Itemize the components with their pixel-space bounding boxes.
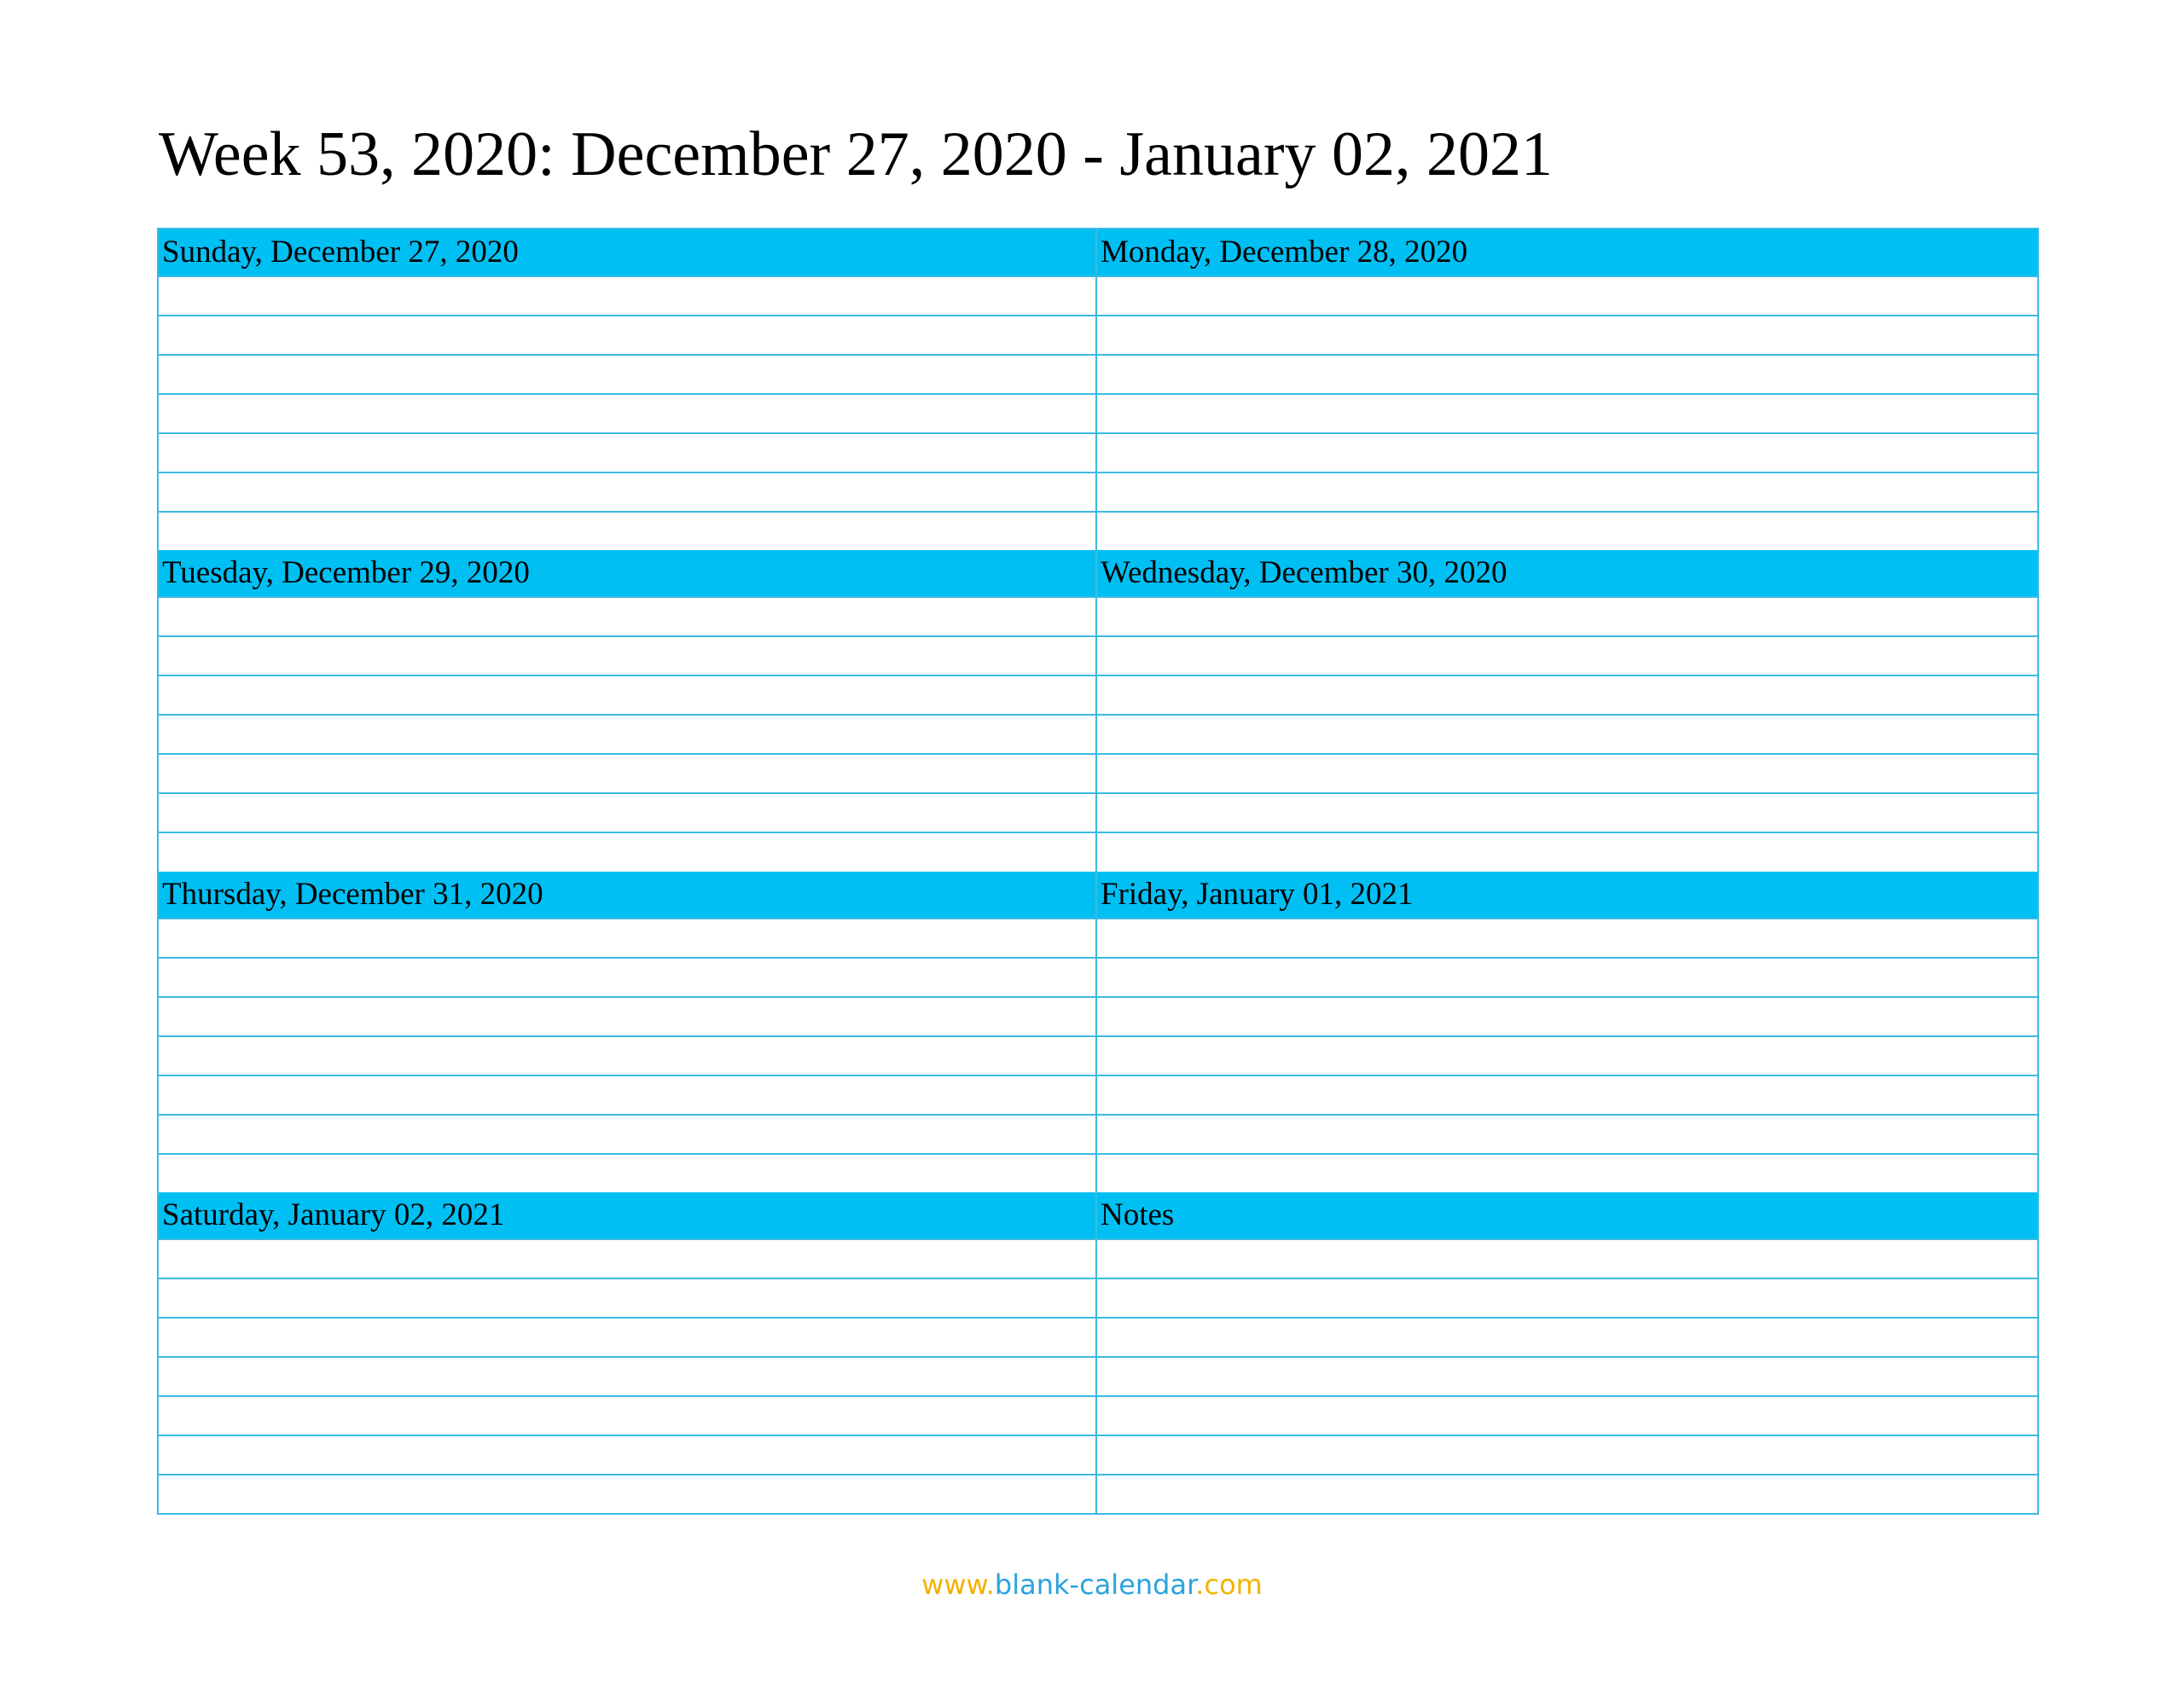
writing-line[interactable] bbox=[159, 635, 1095, 675]
site-footer-link[interactable] bbox=[0, 1568, 2184, 1602]
day-block-sunday bbox=[159, 229, 1097, 550]
week-planner-grid bbox=[157, 228, 2039, 1515]
writing-line[interactable] bbox=[1097, 275, 2037, 315]
day-block-thursday bbox=[159, 872, 1097, 1192]
writing-line[interactable] bbox=[159, 472, 1095, 511]
writing-line[interactable] bbox=[159, 1075, 1095, 1114]
writing-line[interactable] bbox=[159, 1238, 1095, 1278]
writing-line[interactable] bbox=[159, 432, 1095, 472]
writing-line[interactable] bbox=[159, 596, 1095, 635]
writing-line[interactable] bbox=[1097, 1075, 2037, 1114]
day-header-monday: Monday, December 28, 2020 bbox=[1097, 229, 2037, 275]
writing-line[interactable] bbox=[1097, 315, 2037, 354]
writing-line[interactable] bbox=[1097, 354, 2037, 393]
notes-block bbox=[1097, 1192, 2037, 1513]
writing-line[interactable] bbox=[159, 511, 1095, 550]
writing-line[interactable] bbox=[1097, 714, 2037, 753]
writing-line[interactable] bbox=[1097, 1278, 2037, 1317]
writing-line[interactable] bbox=[159, 1153, 1095, 1192]
writing-line[interactable] bbox=[1097, 393, 2037, 432]
notes-header: Notes bbox=[1097, 1192, 2037, 1238]
writing-line[interactable] bbox=[159, 1474, 1095, 1513]
writing-line[interactable] bbox=[1097, 918, 2037, 957]
writing-line[interactable] bbox=[1097, 996, 2037, 1035]
writing-line[interactable] bbox=[159, 275, 1095, 315]
writing-line[interactable] bbox=[1097, 1035, 2037, 1075]
writing-line[interactable] bbox=[1097, 596, 2037, 635]
writing-line[interactable] bbox=[1097, 1435, 2037, 1474]
writing-line[interactable] bbox=[1097, 1474, 2037, 1513]
writing-line[interactable] bbox=[1097, 511, 2037, 550]
writing-line[interactable] bbox=[159, 1435, 1095, 1474]
writing-line[interactable] bbox=[159, 315, 1095, 354]
writing-line[interactable] bbox=[159, 1356, 1095, 1395]
writing-line[interactable] bbox=[1097, 1238, 2037, 1278]
day-header-sunday: Sunday, December 27, 2020 bbox=[159, 229, 1095, 275]
writing-line[interactable] bbox=[1097, 1153, 2037, 1192]
writing-line[interactable] bbox=[159, 1278, 1095, 1317]
writing-line[interactable] bbox=[159, 792, 1095, 832]
writing-line[interactable] bbox=[159, 832, 1095, 871]
day-block-monday bbox=[1097, 229, 2037, 550]
writing-line[interactable] bbox=[159, 1114, 1095, 1153]
writing-line[interactable] bbox=[159, 918, 1095, 957]
writing-line[interactable] bbox=[1097, 432, 2037, 472]
day-block-saturday bbox=[159, 1192, 1097, 1513]
day-block-friday bbox=[1097, 872, 2037, 1192]
writing-line[interactable] bbox=[1097, 1317, 2037, 1356]
writing-line[interactable] bbox=[1097, 675, 2037, 714]
day-block-wednesday bbox=[1097, 550, 2037, 871]
page-title: Week 53, 2020: December 27, 2020 - January 02, 2021 bbox=[159, 119, 1553, 189]
day-header-friday: Friday, January 01, 2021 bbox=[1097, 872, 2037, 918]
day-header-saturday: Saturday, January 02, 2021 bbox=[159, 1192, 1095, 1238]
footer-prefix: www. bbox=[921, 1568, 995, 1601]
writing-line[interactable] bbox=[1097, 957, 2037, 996]
writing-line[interactable] bbox=[159, 354, 1095, 393]
writing-line[interactable] bbox=[1097, 1114, 2037, 1153]
writing-line[interactable] bbox=[1097, 832, 2037, 871]
writing-line[interactable] bbox=[159, 957, 1095, 996]
writing-line[interactable] bbox=[159, 714, 1095, 753]
footer-domain: blank-calendar bbox=[994, 1568, 1196, 1601]
day-header-wednesday: Wednesday, December 30, 2020 bbox=[1097, 550, 2037, 596]
writing-line[interactable] bbox=[159, 996, 1095, 1035]
writing-line[interactable] bbox=[1097, 472, 2037, 511]
writing-line[interactable] bbox=[159, 753, 1095, 792]
writing-line[interactable] bbox=[159, 1317, 1095, 1356]
day-header-tuesday: Tuesday, December 29, 2020 bbox=[159, 550, 1095, 596]
writing-line[interactable] bbox=[1097, 1356, 2037, 1395]
day-header-thursday: Thursday, December 31, 2020 bbox=[159, 872, 1095, 918]
writing-line[interactable] bbox=[159, 1035, 1095, 1075]
footer-suffix: .com bbox=[1195, 1568, 1263, 1601]
writing-line[interactable] bbox=[1097, 792, 2037, 832]
writing-line[interactable] bbox=[159, 675, 1095, 714]
writing-line[interactable] bbox=[159, 393, 1095, 432]
writing-line[interactable] bbox=[1097, 635, 2037, 675]
writing-line[interactable] bbox=[1097, 1395, 2037, 1435]
writing-line[interactable] bbox=[159, 1395, 1095, 1435]
day-block-tuesday bbox=[159, 550, 1097, 871]
writing-line[interactable] bbox=[1097, 753, 2037, 792]
